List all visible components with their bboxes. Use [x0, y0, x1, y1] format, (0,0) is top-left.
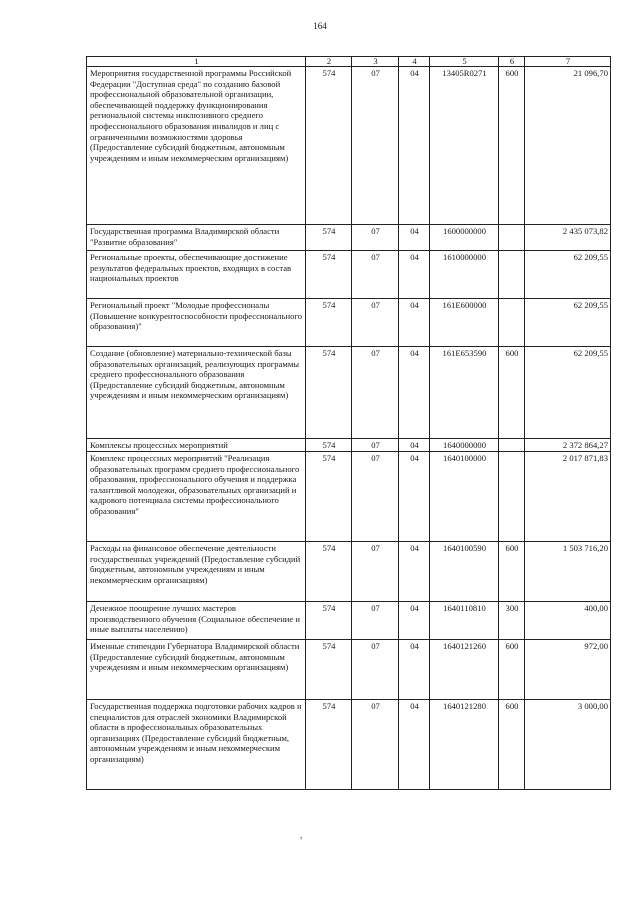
row-section: 07	[352, 700, 399, 790]
row-target-article: 1600000000	[430, 225, 499, 251]
table-row	[87, 452, 611, 542]
row-target-article: 161E653590	[430, 347, 499, 439]
row-amount: 2 435 073,82	[525, 225, 611, 251]
row-amount: 62 209,55	[525, 347, 611, 439]
row-subsection: 04	[399, 452, 430, 542]
row-target-article: 161E600000	[430, 299, 499, 347]
row-expense-type	[499, 251, 525, 299]
page-number: 164	[313, 21, 327, 31]
header-col-2: 2	[306, 57, 352, 67]
row-subsection: 04	[399, 251, 430, 299]
row-expense-type: 600	[499, 640, 525, 700]
row-admin-code: 574	[306, 542, 352, 602]
row-amount: 21 096,70	[525, 67, 611, 225]
table-row	[87, 225, 611, 251]
table-row	[87, 602, 611, 640]
header-col-4: 4	[399, 57, 430, 67]
row-section: 07	[352, 347, 399, 439]
row-subsection: 04	[399, 299, 430, 347]
row-target-article: 1640121260	[430, 640, 499, 700]
header-row	[87, 57, 611, 67]
row-expense-type: 600	[499, 347, 525, 439]
table-row	[87, 299, 611, 347]
table-row	[87, 700, 611, 790]
row-admin-code: 574	[306, 640, 352, 700]
row-amount: 2 017 871,83	[525, 452, 611, 542]
row-subsection: 04	[399, 347, 430, 439]
row-name: Региональные проекты, обеспечивающие достижение результатов федеральных проектов, входящих в состав национальных проектов	[87, 251, 306, 299]
row-amount: 972,00	[525, 640, 611, 700]
row-name: Комплексы процессных мероприятий	[87, 439, 306, 452]
row-expense-type	[499, 299, 525, 347]
row-section: 07	[352, 602, 399, 640]
header-col-7: 7	[525, 57, 611, 67]
row-section: 07	[352, 439, 399, 452]
header-col-3: 3	[352, 57, 399, 67]
row-section: 07	[352, 299, 399, 347]
row-amount: 3 000,00	[525, 700, 611, 790]
row-target-article: 1610000000	[430, 251, 499, 299]
footer-mark: ,	[300, 830, 303, 840]
row-expense-type	[499, 225, 525, 251]
row-target-article: 1640000000	[430, 439, 499, 452]
row-amount: 1 503 716,20	[525, 542, 611, 602]
row-target-article: 13405R0271	[430, 67, 499, 225]
table-row	[87, 640, 611, 700]
row-name: Региональный проект "Молодые профессионалы (Повышение конкурентоспособности профессионального образования)"	[87, 299, 306, 347]
row-amount: 62 209,55	[525, 299, 611, 347]
row-subsection: 04	[399, 225, 430, 251]
row-target-article: 1640100000	[430, 452, 499, 542]
row-name: Мероприятия государственной программы Российской Федерации "Доступная среда" по созданию базовой профессиональной образовательной организации, обеспечивающей поддержку функционирования региональной системы инклюзивного среднего профессионального образования инвалидов и лиц с ограниченными возможностями здоровья (Предоставление субсидий бюджетным, автономным учреждениям и иным некоммерческим организациям)	[87, 67, 306, 225]
row-expense-type	[499, 452, 525, 542]
row-section: 07	[352, 640, 399, 700]
row-name: Именные стипендии Губернатора Владимирской области (Предоставление субсидий бюджетным, автономным учреждениям и иным некоммерческим организациям)	[87, 640, 306, 700]
row-admin-code: 574	[306, 700, 352, 790]
table-row	[87, 251, 611, 299]
row-name: Государственная поддержка подготовки рабочих кадров и специалистов для отраслей экономики Владимирской области в профессиональных образовательных организациях (Предоставление субсидий бюджетным, автономным учреждениям и иным некоммерческим организациям)	[87, 700, 306, 790]
row-admin-code: 574	[306, 452, 352, 542]
row-amount: 62 209,55	[525, 251, 611, 299]
row-name: Расходы на финансовое обеспечение деятельности государственных учреждений (Предоставление субсидий бюджетным, автономным учреждениям и иным некоммерческим организациям)	[87, 542, 306, 602]
row-section: 07	[352, 452, 399, 542]
table-row	[87, 542, 611, 602]
row-subsection: 04	[399, 542, 430, 602]
row-amount: 2 372 864,27	[525, 439, 611, 452]
row-admin-code: 574	[306, 251, 352, 299]
row-admin-code: 574	[306, 439, 352, 452]
row-admin-code: 574	[306, 347, 352, 439]
row-expense-type: 300	[499, 602, 525, 640]
row-admin-code: 574	[306, 225, 352, 251]
row-amount: 400,00	[525, 602, 611, 640]
table-row	[87, 439, 611, 452]
row-section: 07	[352, 67, 399, 225]
row-subsection: 04	[399, 700, 430, 790]
row-target-article: 1640110810	[430, 602, 499, 640]
row-section: 07	[352, 225, 399, 251]
row-section: 07	[352, 251, 399, 299]
row-section: 07	[352, 542, 399, 602]
row-target-article: 1640121280	[430, 700, 499, 790]
row-subsection: 04	[399, 602, 430, 640]
budget-table	[86, 56, 611, 790]
row-name: Комплекс процессных мероприятий "Реализация образовательных программ среднего профессионального образования, профессионального обучения и поддержка талантливой молодежи, образовательных организаций и кадрового потенциала системы профессионального образования"	[87, 452, 306, 542]
row-name: Государственная программа Владимирской области "Развитие образования"	[87, 225, 306, 251]
row-admin-code: 574	[306, 299, 352, 347]
row-expense-type: 600	[499, 67, 525, 225]
row-expense-type: 600	[499, 542, 525, 602]
row-subsection: 04	[399, 439, 430, 452]
row-expense-type	[499, 439, 525, 452]
header-col-6: 6	[499, 57, 525, 67]
header-col-1: 1	[87, 57, 306, 67]
row-admin-code: 574	[306, 602, 352, 640]
table-row	[87, 67, 611, 225]
row-name: Создание (обновление) материально-технической базы образовательных организаций, реализующих программы среднего профессионального образования (Предоставление субсидий бюджетным, автономным учреждениям и иным некоммерческим организациям)	[87, 347, 306, 439]
row-admin-code: 574	[306, 67, 352, 225]
row-subsection: 04	[399, 640, 430, 700]
row-name: Денежное поощрение лучших мастеров производственного обучения (Социальное обеспечение и иные выплаты населению)	[87, 602, 306, 640]
header-col-5: 5	[430, 57, 499, 67]
row-target-article: 1640100590	[430, 542, 499, 602]
table-row	[87, 347, 611, 439]
row-expense-type: 600	[499, 700, 525, 790]
row-subsection: 04	[399, 67, 430, 225]
